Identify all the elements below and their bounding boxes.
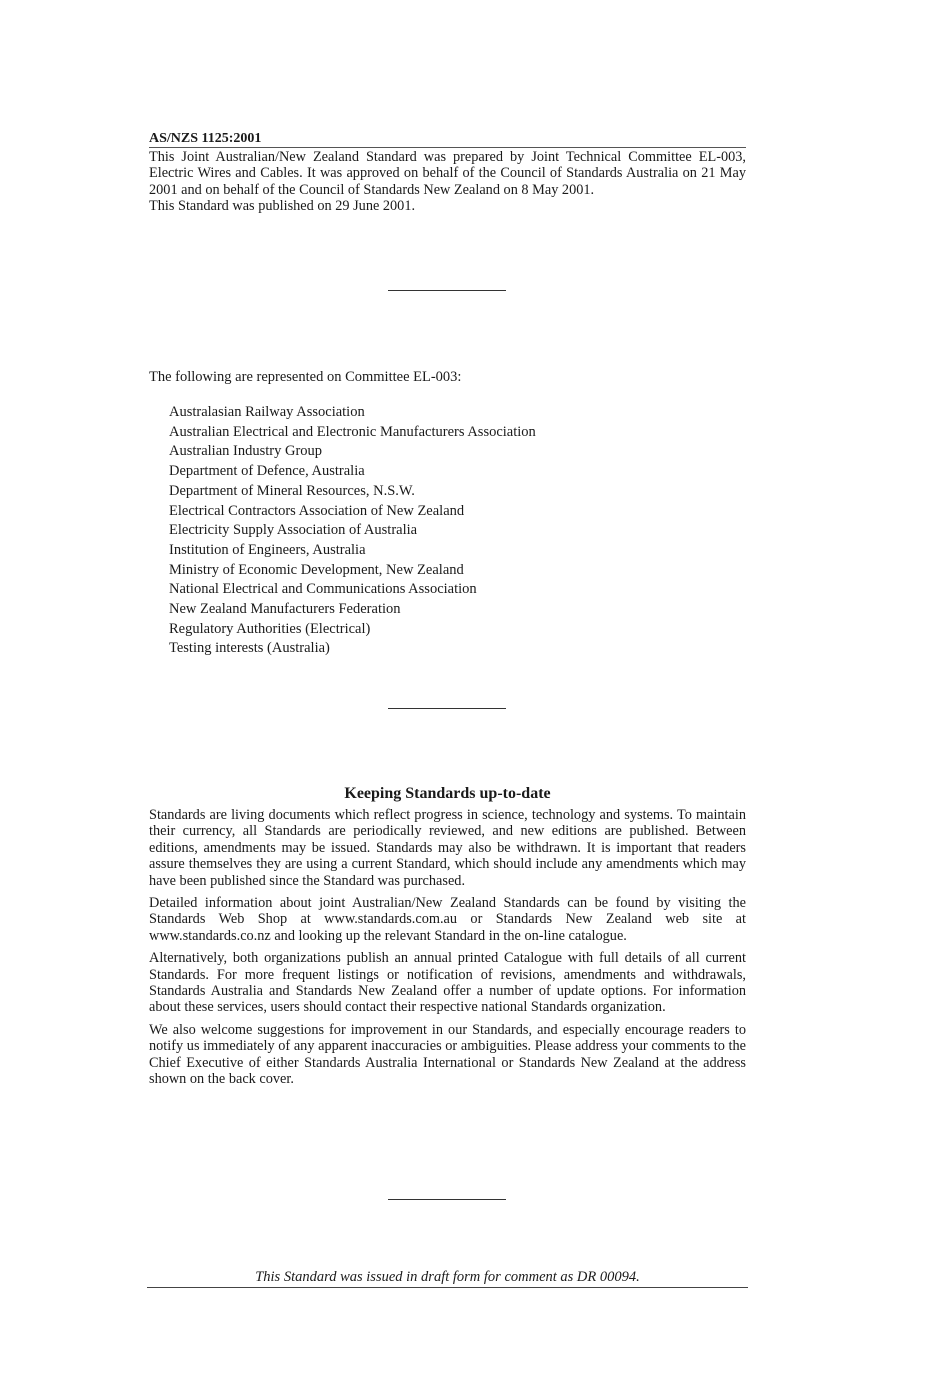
committee-member: Department of Mineral Resources, N.S.W. — [169, 482, 415, 499]
keeping-standards-paragraph: Detailed information about joint Australian/New Zealand Standards can be found by visiting the Standards Web Shop at www.standards.com.au or Standards New Zealand web site at www.standards.co.nz and looking up the relevant Standard in the on-line catalogue. — [149, 895, 746, 944]
keeping-standards-heading: Keeping Standards up-to-date — [344, 785, 551, 802]
committee-member: New Zealand Manufacturers Federation — [169, 601, 401, 618]
committee-member: Department of Defence, Australia — [169, 463, 365, 480]
committee-member: Australian Industry Group — [169, 443, 323, 460]
keeping-standards-paragraph: Standards are living documents which reflect progress in science, technology and systems. To maintain their currency, all Standards are periodically reviewed, and new editions are published. Between editions, amendments may be issued. Standards may also be withdrawn. It is important that readers assure themselves they are using a current Standard, which should include any amendments which may have been published since the Standard was purchased. — [149, 807, 746, 889]
keeping-standards-body — [149, 807, 746, 1094]
committee-member: Ministry of Economic Development, New Zealand — [169, 561, 464, 578]
committee-member: Regulatory Authorities (Electrical) — [169, 620, 371, 637]
section-divider — [388, 708, 506, 709]
committee-member: Australasian Railway Association — [169, 404, 365, 420]
committee-intro: The following are represented on Committee EL-003: — [149, 369, 462, 385]
committee-member: Australian Electrical and Electronic Manufacturers Association — [169, 423, 536, 440]
committee-member: Electricity Supply Association of Australia — [169, 522, 418, 539]
section-divider — [388, 290, 506, 291]
section-divider — [388, 1199, 506, 1200]
standard-id: AS/NZS 1125:2001 — [149, 130, 746, 148]
committee-member-list — [169, 403, 536, 659]
preparation-block — [149, 149, 746, 215]
committee-member: Electrical Contractors Association of New Zealand — [169, 502, 465, 519]
committee-member: Institution of Engineers, Australia — [169, 541, 366, 558]
preparation-text: This Joint Australian/New Zealand Standard was prepared by Joint Technical Committee EL-003, Electric Wires and Cables. It was approved on behalf of the Council of Standards Australia on 21 May 2001 and on behalf of the Council of Standards New Zealand on 8 May 2001. — [149, 149, 746, 198]
keeping-standards-paragraph: We also welcome suggestions for improvement in our Standards, and especially encourage readers to notify us immediately of any apparent inaccuracies or ambiguities. Please address your comments to the Chief Executive of either Standards Australia International or Standards New Zealand at the address shown on the back cover. — [149, 1021, 746, 1088]
publication-text: This Standard was published on 29 June 2001. — [149, 198, 416, 215]
committee-member: National Electrical and Communications Association — [169, 581, 477, 598]
committee-member: Testing interests (Australia) — [169, 640, 330, 657]
keeping-standards-paragraph: Alternatively, both organizations publish an annual printed Catalogue with full details of all current Standards. For more frequent listings or notification of revisions, amendments and withdrawals, Standards Australia and Standards New Zealand offer a number of update options. For information about these services, users should contact their respective national Standards organization. — [149, 950, 746, 1016]
draft-note: This Standard was issued in draft form for comment as DR 00094. — [147, 1268, 748, 1288]
document-page — [149, 0, 746, 1384]
